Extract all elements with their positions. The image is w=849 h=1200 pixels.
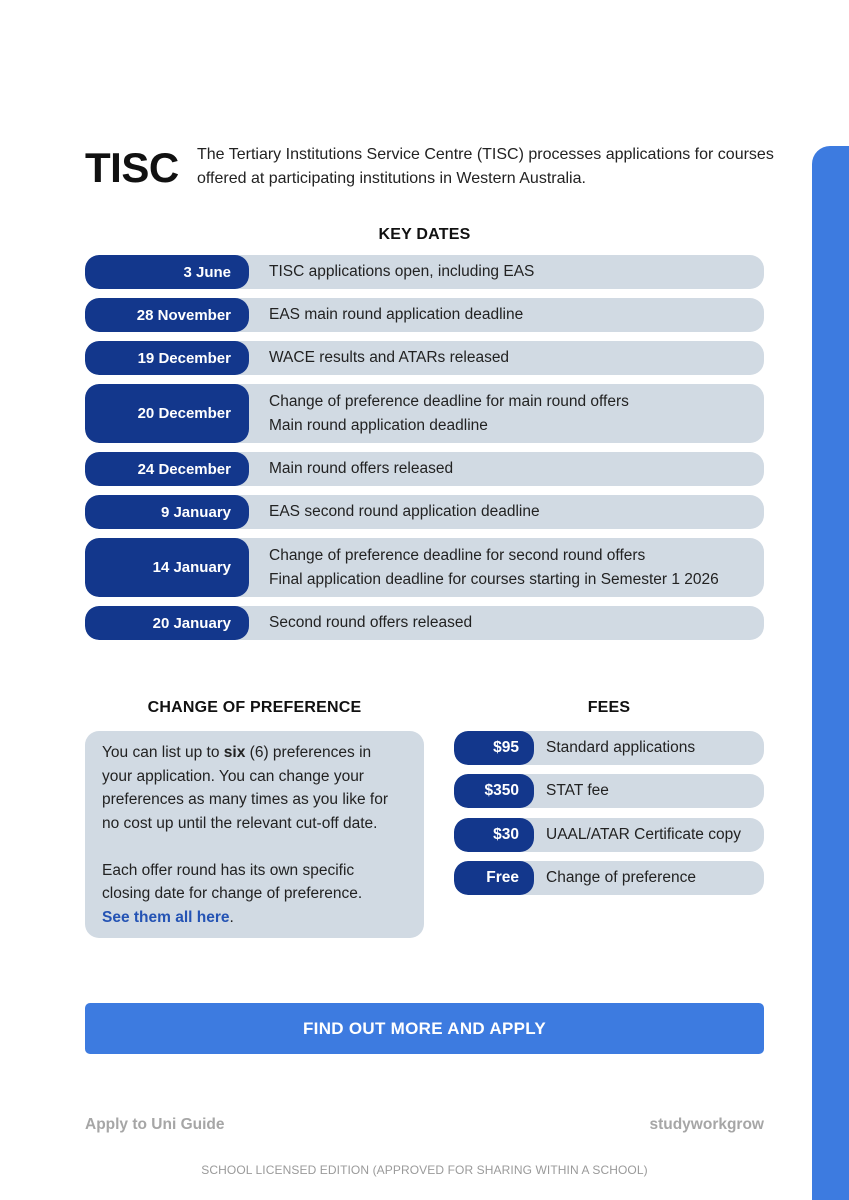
key-date-row [85, 255, 764, 289]
fee-label: Change of preference [546, 868, 696, 886]
fee-amount: $350 [454, 774, 534, 808]
key-date-line: Second round offers released [269, 614, 473, 632]
fee-label: Standard applications [546, 739, 696, 756]
key-date-description [249, 452, 471, 486]
key-date-label: 20 December [85, 384, 249, 443]
key-date-line: Main round offers released [269, 460, 454, 478]
key-dates-list [85, 255, 764, 649]
key-date-row [85, 538, 764, 597]
key-date-row [85, 384, 764, 443]
key-date-description [249, 384, 647, 443]
key-date-row [85, 495, 764, 529]
key-date-line: TISC applications open, including EAS [269, 263, 535, 281]
cop-line: closing date for change of preference. [102, 885, 363, 902]
cop-bold-text: six [223, 744, 246, 761]
key-date-line: WACE results and ATARs released [269, 349, 510, 367]
fee-amount: $95 [454, 731, 534, 765]
cop-text: . [229, 908, 234, 926]
key-date-description [249, 298, 541, 332]
key-date-line: Main round application deadline [269, 416, 488, 434]
change-of-preference-title: CHANGE OF PREFERENCE [147, 699, 362, 716]
key-date-description [249, 255, 552, 289]
license-notice: SCHOOL LICENSED EDITION (APPROVED FOR SHARING WITHIN A SCHOOL) [201, 1163, 648, 1177]
paragraph-gap [102, 835, 410, 859]
fee-amount: Free [454, 861, 534, 895]
page-header [85, 142, 775, 194]
key-date-row [85, 606, 764, 640]
tisc-logo: TISC [85, 144, 179, 191]
key-date-description [249, 495, 558, 529]
key-date-row [85, 341, 764, 375]
fees-title: FEES [587, 699, 631, 716]
key-date-label: 3 June [85, 255, 249, 289]
see-all-dates-link[interactable]: See them all here [102, 908, 230, 926]
key-date-description [249, 538, 737, 597]
footer-brand: studyworkgrow [649, 1116, 764, 1133]
cop-line [102, 741, 410, 765]
cop-line: your application. You can change your [102, 767, 364, 785]
cop-text: (6) preferences in [245, 744, 372, 761]
cop-line [102, 906, 410, 930]
key-date-description [249, 341, 527, 375]
cop-text: You can list up to [102, 744, 224, 761]
footer-guide-name: Apply to Uni Guide [85, 1116, 225, 1133]
intro-line: The Tertiary Institutions Service Centre (TISC) processes applications for courses [197, 146, 774, 163]
fee-amount: $30 [454, 818, 534, 852]
key-date-label: 19 December [85, 341, 249, 375]
key-date-row [85, 452, 764, 486]
fee-row [454, 861, 764, 895]
cop-line: preferences as many times as you like for [102, 791, 389, 808]
key-date-label: 20 January [85, 606, 249, 640]
key-date-line: Change of preference deadline for main round offers [269, 393, 629, 410]
key-date-label: 9 January [85, 495, 249, 529]
fee-row [454, 774, 764, 808]
fee-label: STAT fee [546, 782, 609, 800]
key-date-label: 28 November [85, 298, 249, 332]
cop-line: no cost up until the relevant cut-off date. [102, 814, 378, 832]
cop-line: Each offer round has its own specific [102, 861, 355, 879]
key-date-line: Final application deadline for courses starting in Semester 1 2026 [269, 570, 719, 588]
key-dates-title: KEY DATES [378, 226, 471, 243]
side-accent-bar [812, 146, 849, 1200]
fee-row [454, 731, 764, 765]
key-date-line: EAS main round application deadline [269, 306, 524, 324]
key-date-line: Change of preference deadline for second round offers [269, 547, 646, 564]
fees-list [454, 731, 764, 904]
key-date-row [85, 298, 764, 332]
key-date-description [249, 606, 490, 640]
intro-line: offered at participating institutions in Western Australia. [197, 170, 586, 187]
key-date-label: 24 December [85, 452, 249, 486]
fee-label: UAAL/ATAR Certificate copy [546, 825, 741, 843]
change-of-preference-panel [85, 731, 424, 938]
find-out-more-button[interactable]: FIND OUT MORE AND APPLY [85, 1003, 764, 1054]
key-date-label: 14 January [85, 538, 249, 597]
key-date-line: EAS second round application deadline [269, 503, 540, 521]
intro-text [197, 143, 774, 191]
fee-row [454, 818, 764, 852]
